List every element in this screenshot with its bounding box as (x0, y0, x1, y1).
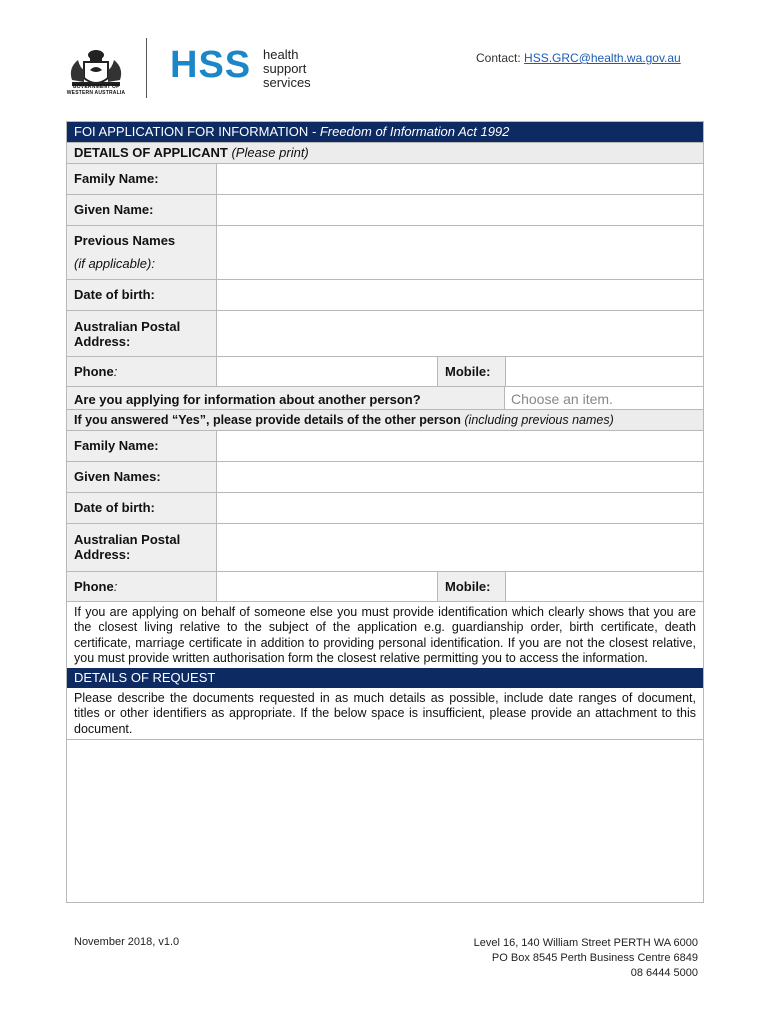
contact-label: Contact: (476, 51, 525, 65)
other-person-question: Are you applying for information about another person? (67, 387, 505, 409)
other-given-names-row (67, 461, 703, 492)
applicant-dob-label: Date of birth: (67, 280, 217, 310)
other-phone-label (67, 572, 217, 601)
applicant-family-name-label: Family Name: (67, 164, 217, 194)
applicant-phone-field[interactable] (217, 357, 438, 386)
other-dob-field[interactable] (217, 493, 703, 523)
request-section-heading: DETAILS OF REQUEST (67, 668, 703, 688)
footer-address (474, 936, 698, 981)
other-person-dropdown[interactable]: Choose an item. (511, 391, 613, 407)
phone-text: Phone (74, 364, 114, 379)
applicant-section-heading (67, 142, 703, 163)
applicant-previous-names-field[interactable] (217, 226, 703, 279)
other-phone-row (67, 571, 703, 601)
other-address-field[interactable] (217, 524, 703, 571)
foi-application-form (66, 121, 704, 903)
header-divider (146, 38, 147, 98)
footer-address-line-1: Level 16, 140 William Street PERTH WA 6000 (473, 937, 698, 949)
applicant-dob-field[interactable] (217, 280, 703, 310)
page-header (0, 0, 770, 110)
logo-word-services: services (263, 75, 311, 90)
contact-email-link[interactable]: HSS.GRC@health.wa.gov.au (524, 51, 681, 65)
applicant-family-name-row (67, 163, 703, 194)
other-mobile-label: Mobile: (438, 572, 506, 601)
government-label: GOVERNMENT OF WESTERN AUSTRALIA (66, 84, 126, 96)
other-mobile-field[interactable] (506, 572, 703, 601)
logo-word-health: health (263, 47, 299, 62)
applicant-mobile-field[interactable] (506, 357, 703, 386)
other-address-row (67, 523, 703, 571)
hss-logo: HSS (170, 44, 252, 86)
footer-version: November 2018, v1.0 (74, 936, 180, 948)
applicant-given-name-field[interactable] (217, 195, 703, 225)
previous-names-note: (if applicable): (74, 256, 155, 271)
other-given-names-label: Given Names: (67, 462, 217, 492)
form-title: FOI APPLICATION FOR INFORMATION (74, 124, 309, 139)
applicant-address-row (67, 310, 703, 356)
other-address-line-1: Australian Postal (74, 532, 181, 547)
address-line-2: Address: (74, 334, 131, 349)
applicant-address-field[interactable] (217, 311, 703, 356)
applicant-family-name-field[interactable] (217, 164, 703, 194)
other-heading-note: (including previous names) (460, 413, 614, 427)
form-title-bar (67, 122, 703, 142)
behalf-notice: If you are applying on behalf of someone else you must provide identification which clearly shows that you are the closest living relative to the subject of the application e.g. guardianship order, birth certificate, death certificate, marriage certificate in addition to providing personal identification. If you are not the closest relative, you must provide written authorisation form the closest relative permitting you to access the information. (67, 601, 703, 668)
applicant-phone-row (67, 356, 703, 386)
other-address-line-2: Address: (74, 547, 131, 562)
other-dob-label: Date of birth: (67, 493, 217, 523)
hss-logo-subtitle (263, 48, 311, 90)
applicant-previous-names-label (67, 226, 217, 279)
applicant-given-name-label: Given Name: (67, 195, 217, 225)
footer-phone: 08 6444 5000 (630, 967, 698, 979)
other-phone-text: Phone (74, 579, 114, 594)
other-person-question-row (67, 386, 703, 409)
other-heading-text: If you answered “Yes”, please provide details of the other person (74, 413, 461, 427)
applicant-previous-names-row (67, 225, 703, 279)
other-person-section-heading (67, 409, 703, 430)
other-address-label (67, 524, 217, 571)
applicant-phone-label (67, 357, 217, 386)
applicant-heading-note: (Please print) (227, 145, 309, 160)
applicant-address-label (67, 311, 217, 356)
applicant-given-name-row (67, 194, 703, 225)
request-details-field[interactable] (67, 739, 703, 902)
applicant-mobile-label: Mobile: (438, 357, 506, 386)
other-given-names-field[interactable] (217, 462, 703, 492)
applicant-heading-text: DETAILS OF APPLICANT (74, 145, 228, 160)
form-act: - Freedom of Information Act 1992 (308, 124, 510, 139)
applicant-dob-row (67, 279, 703, 310)
phone-colon: : (113, 364, 118, 379)
other-phone-field[interactable] (217, 572, 438, 601)
previous-names-text: Previous Names (74, 233, 176, 248)
logo-word-support: support (263, 61, 307, 76)
address-line-1: Australian Postal (74, 319, 181, 334)
footer-address-line-2: PO Box 8545 Perth Business Centre 6849 (491, 952, 698, 964)
other-family-name-row (67, 430, 703, 461)
other-phone-colon: : (113, 579, 118, 594)
other-family-name-label: Family Name: (67, 431, 217, 461)
request-instructions: Please describe the documents requested in as much details as possible, include date ranges of document, titles or other identifiers as appropriate. If the below space is insufficient, please provide an attachment to this document. (67, 688, 703, 739)
other-dob-row (67, 492, 703, 523)
contact-line (476, 51, 681, 65)
other-family-name-field[interactable] (217, 431, 703, 461)
